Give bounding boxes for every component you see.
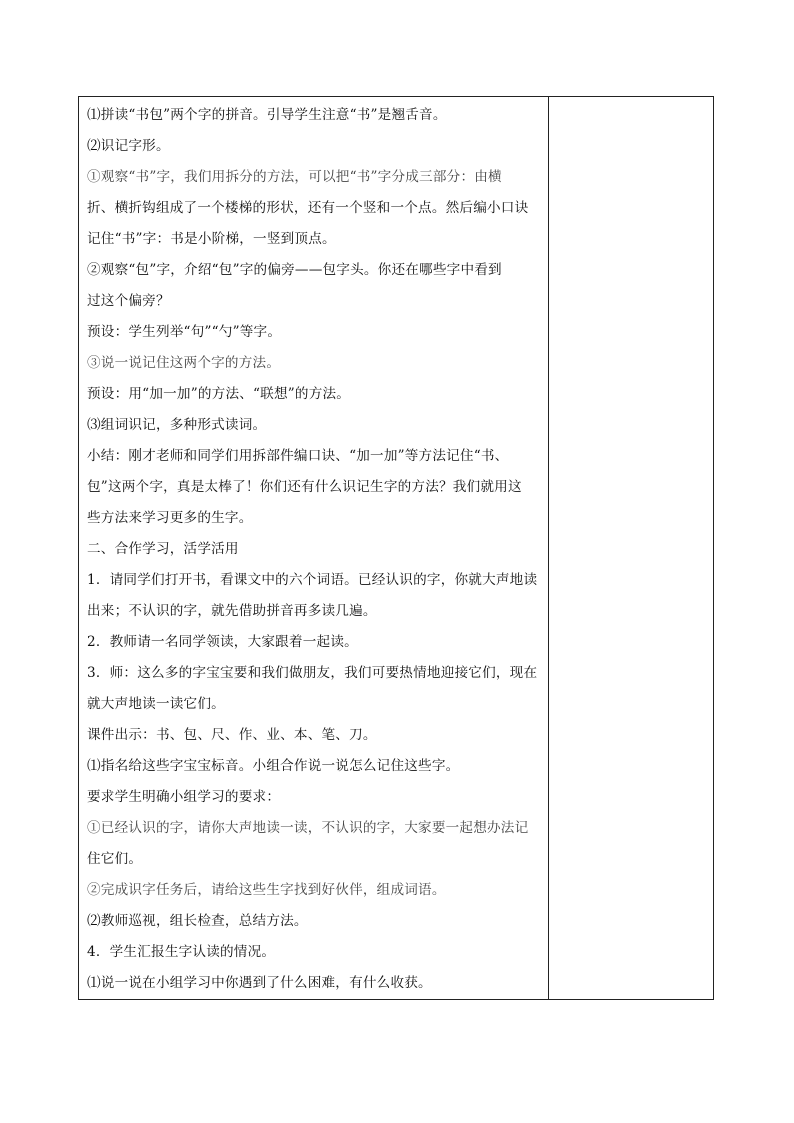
content-line: ⑴指名给这些字宝宝标音。小组合作说一说怎么记住这些字。 xyxy=(87,758,460,774)
content-line: 小结：刚才老师和同学们用拆部件编口诀、“加一加”等方法记住“书、 xyxy=(87,448,509,464)
lesson-content-cell xyxy=(79,97,548,999)
content-line: 2．教师请一名同学领读，大家跟着一起读。 xyxy=(87,634,358,650)
content-line: 些方法来学习更多的生字。 xyxy=(87,510,253,526)
content-line: ⑴拼读“书包”两个字的拼音。引导学生注意“书”是翘舌音。 xyxy=(87,107,447,123)
content-line: ①观察“书”字，我们用拆分的方法，可以把“书”字分成三部分：由横 xyxy=(87,169,502,185)
content-line: 预设：学生列举“句”“勺”等字。 xyxy=(87,324,282,340)
content-line: 要求学生明确小组学习的要求： xyxy=(87,789,281,805)
content-line: 4．学生汇报生字认读的情况。 xyxy=(87,944,276,960)
content-line: 住它们。 xyxy=(87,851,143,867)
content-line: ⑵教师巡视，组长检查，总结方法。 xyxy=(87,913,308,929)
section-heading: 二、合作学习，活学活用 xyxy=(87,541,239,557)
content-line: ⑶组词识记，多种形式读词。 xyxy=(87,417,267,433)
content-line: 3．师：这么多的字宝宝要和我们做朋友，我们可要热情地迎接它们，现在 xyxy=(87,665,538,681)
content-line: ⑵识记字形。 xyxy=(87,138,170,154)
content-line: 过这个偏旁？ xyxy=(87,293,170,309)
content-line: ⑴说一说在小组学习中你遇到了什么困难，有什么收获。 xyxy=(87,975,432,991)
content-line: 1．请同学们打开书，看课文中的六个词语。已经认识的字，你就大声地读 xyxy=(87,572,538,588)
content-line: ①已经认识的字，请你大声地读一读，不认识的字，大家要一起想办法记 xyxy=(87,820,529,836)
content-line: 预设：用“加一加”的方法、“联想”的方法。 xyxy=(87,386,351,402)
content-line: ②完成识字任务后，请给这些生字找到好伙伴，组成词语。 xyxy=(87,882,446,898)
notes-cell xyxy=(549,97,713,999)
content-line: 就大声地读一读它们。 xyxy=(87,696,225,712)
content-line: 出来；不认识的字，就先借助拼音再多读几遍。 xyxy=(87,603,377,619)
lesson-plan-table xyxy=(78,96,714,1000)
content-line: 折、横折钩组成了一个楼梯的形状，还有一个竖和一个点。然后编小口诀 xyxy=(87,200,529,216)
content-line: 包”这两个字，真是太棒了！你们还有什么识记生字的方法？我们就用这 xyxy=(87,479,522,495)
content-line: ③说一说记住这两个字的方法。 xyxy=(87,355,281,371)
content-line: ②观察“包”字，介绍“包”字的偏旁——包字头。你还在哪些字中看到 xyxy=(87,262,502,278)
content-line: 课件出示：书、包、尺、作、业、本、笔、刀。 xyxy=(87,727,377,743)
content-line: 记住“书”字：书是小阶梯，一竖到顶点。 xyxy=(87,231,336,247)
